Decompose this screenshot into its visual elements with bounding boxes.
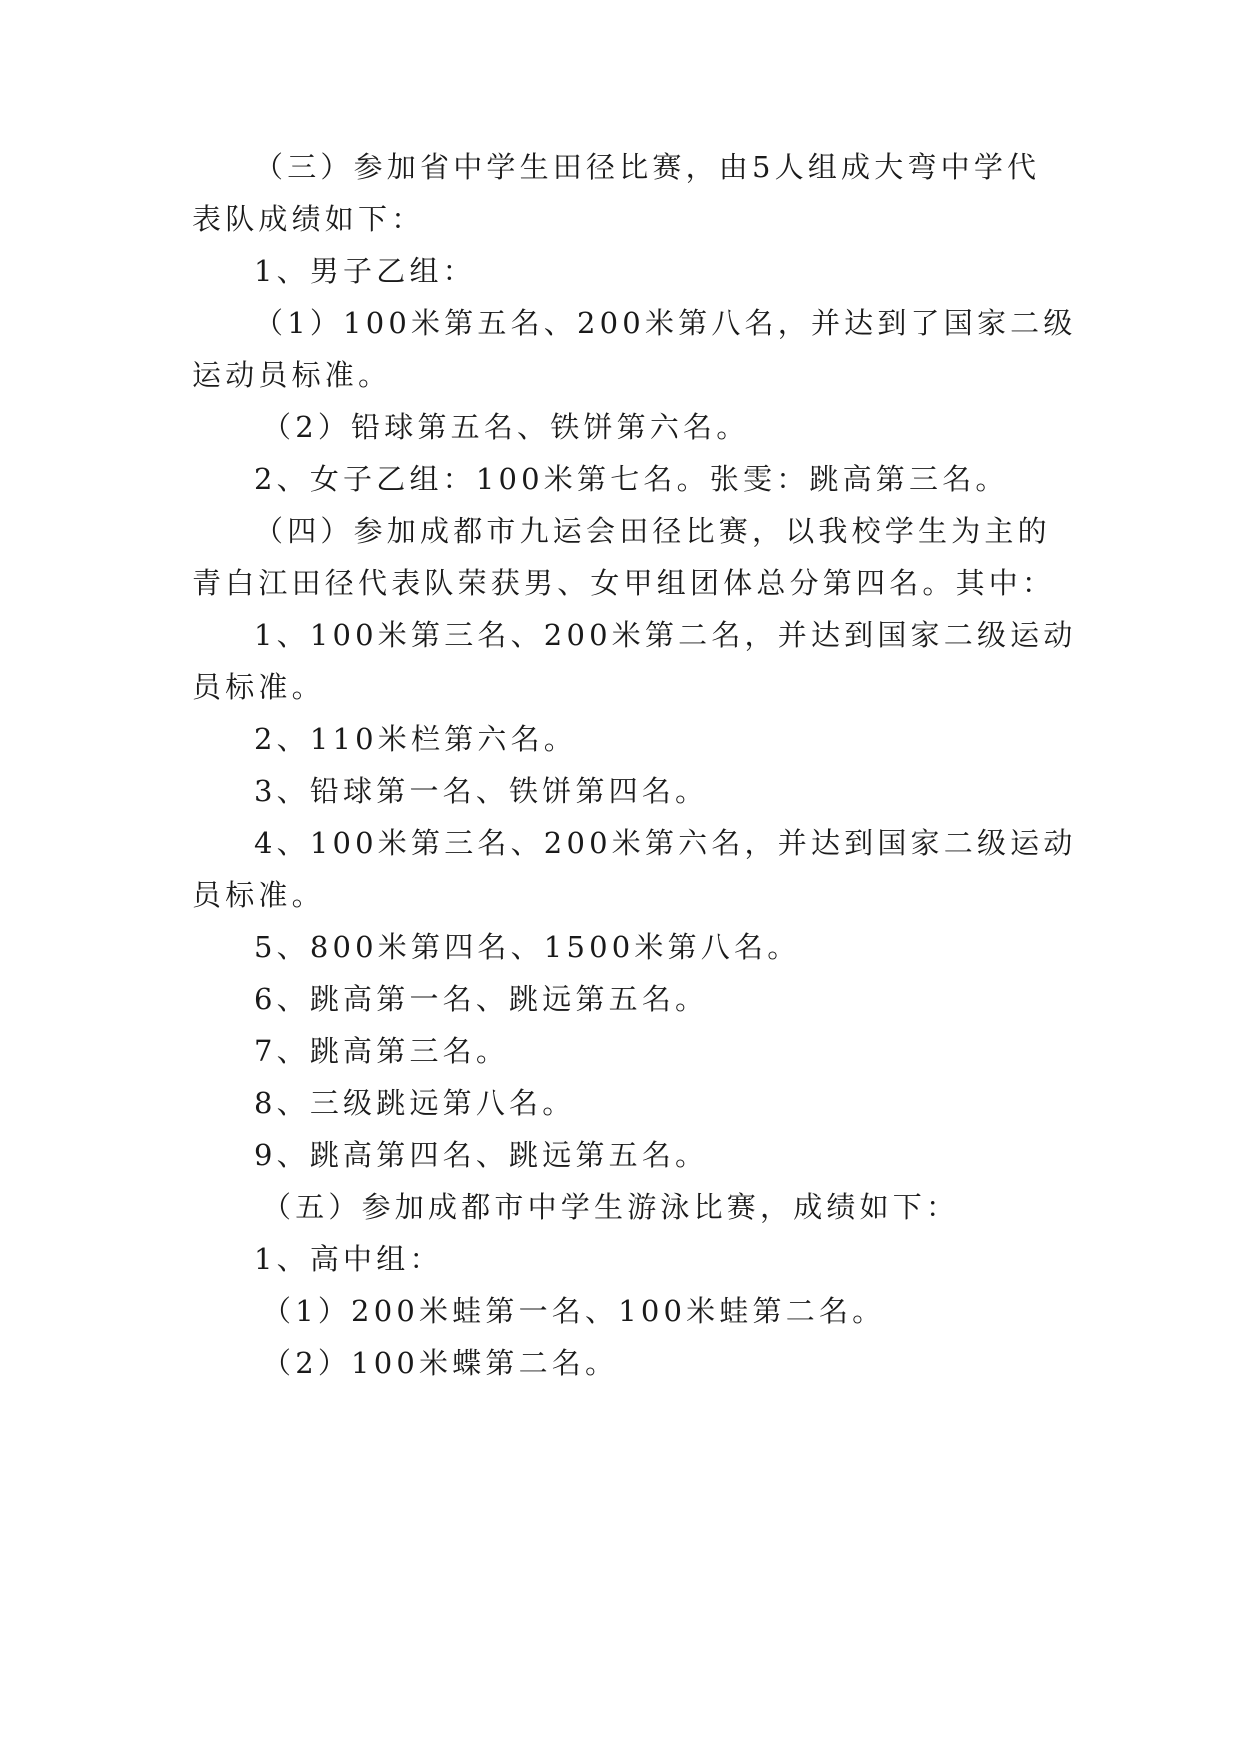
paragraph-line: 1、高中组： xyxy=(254,1242,443,1276)
paragraph-line: 青白江田径代表队荣获男、女甲组团体总分第四名。其中： xyxy=(192,566,1056,600)
paragraph-line: （四）参加成都市九运会田径比赛，以我校学生为主的 xyxy=(254,514,1051,548)
paragraph-line: 3、铅球第一名、铁饼第四名。 xyxy=(254,774,709,808)
paragraph-line: （2）100米蝶第二名。 xyxy=(262,1346,619,1380)
paragraph-line: （1）100米第五名、200米第八名，并达到了国家二级 xyxy=(254,306,1077,340)
paragraph-line: 4、100米第三名、200米第六名，并达到国家二级运动 xyxy=(254,826,1077,860)
paragraph-line: 表队成绩如下： xyxy=(192,202,425,236)
paragraph-line: 员标准。 xyxy=(192,878,325,912)
paragraph-line: 8、三级跳远第八名。 xyxy=(254,1086,576,1120)
paragraph-line: 1、男子乙组： xyxy=(254,254,476,288)
paragraph-line: 6、跳高第一名、跳远第五名。 xyxy=(254,982,709,1016)
paragraph-line: 员标准。 xyxy=(192,670,325,704)
paragraph-line: （1）200米蛙第一名、100米蛙第二名。 xyxy=(262,1294,886,1328)
paragraph-line: 5、800米第四名、1500米第八名。 xyxy=(254,930,801,964)
paragraph-line: 1、100米第三名、200米第二名，并达到国家二级运动 xyxy=(254,618,1077,652)
paragraph-line: 2、110米栏第六名。 xyxy=(254,722,578,756)
paragraph-line: （五）参加成都市中学生游泳比赛，成绩如下： xyxy=(262,1190,960,1224)
paragraph-line: 7、跳高第三名。 xyxy=(254,1034,510,1068)
paragraph-line: 运动员标准。 xyxy=(192,358,392,392)
paragraph-line: 2、女子乙组：100米第七名。张雯：跳高第三名。 xyxy=(254,462,1009,496)
paragraph-line: （三）参加省中学生田径比赛，由5人组成大弯中学代 xyxy=(254,150,1041,184)
paragraph-line: （2）铅球第五名、铁饼第六名。 xyxy=(262,410,750,444)
paragraph-line: 9、跳高第四名、跳远第五名。 xyxy=(254,1138,709,1172)
